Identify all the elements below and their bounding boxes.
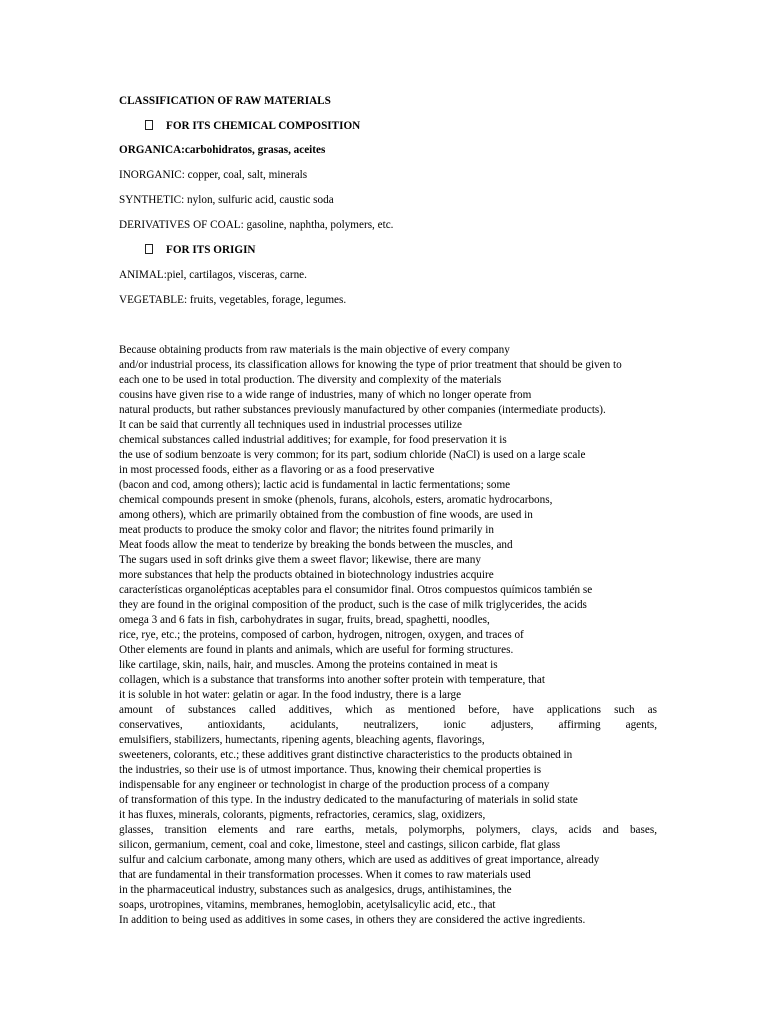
body-line: they are found in the original composition of the product, such is the case of milk triglycerides, the acids bbox=[119, 599, 587, 611]
body-line: glasses, transition elements and rare earths, metals, polymorphs, polymers, clays, acids and bases, bbox=[119, 824, 657, 836]
body-line: that are fundamental in their transformation processes. When it comes to raw materials used bbox=[119, 869, 531, 881]
body-line: collagen, which is a substance that transforms into another softer protein with temperature, that bbox=[119, 674, 545, 686]
body-line: sweeteners, colorants, etc.; these additives grant distinctive characteristics to the products obtained in bbox=[119, 749, 573, 761]
section-heading-label: FOR ITS ORIGIN bbox=[166, 244, 256, 256]
body-line: natural products, but rather substances previously manufactured by other companies (intermediate products). bbox=[119, 404, 606, 416]
body-line: silicon, germanium, cement, coal and coke, limestone, steel and castings, silicon carbide, flat glass bbox=[119, 839, 561, 851]
body-line: Because obtaining products from raw materials is the main objective of every company bbox=[119, 344, 510, 356]
body-line: (bacon and cod, among others); lactic acid is fundamental in lactic fermentations; some bbox=[119, 479, 511, 491]
body-line: amount of substances called additives, which as mentioned before, have applications such as bbox=[119, 704, 657, 716]
section-heading-origin bbox=[145, 244, 256, 257]
body-line: chemical compounds present in smoke (phenols, furans, alcohols, esters, aromatic hydrocarbons, bbox=[119, 494, 553, 506]
body-line: each one to be used in total production. The diversity and complexity of the materials bbox=[119, 374, 502, 386]
body-paragraph bbox=[119, 343, 679, 928]
body-line: It can be said that currently all techniques used in industrial processes utilize bbox=[119, 419, 462, 431]
body-line: sulfur and calcium carbonate, among many others, which are used as additives of great importance, already bbox=[119, 854, 600, 866]
bullet-icon bbox=[145, 244, 153, 254]
body-line: among others), which are primarily obtained from the combustion of fine woods, are used in bbox=[119, 509, 533, 521]
body-line: cousins have given rise to a wide range of industries, many of which no longer operate from bbox=[119, 389, 532, 401]
section-heading-label: FOR ITS CHEMICAL COMPOSITION bbox=[166, 120, 361, 132]
inorganic-line: INORGANIC: copper, coal, salt, minerals bbox=[119, 169, 308, 181]
organica-value: carbohidratos, grasas, aceites bbox=[184, 144, 326, 156]
section-heading-chemical bbox=[145, 120, 360, 133]
body-line: it is soluble in hot water: gelatin or agar. In the food industry, there is a large bbox=[119, 689, 462, 701]
body-line: in most processed foods, either as a flavoring or as a food preservative bbox=[119, 464, 435, 476]
body-line: of transformation of this type. In the industry dedicated to the manufacturing of materials in solid state bbox=[119, 794, 578, 806]
body-line: conservatives, antioxidants, acidulants, neutralizers, ionic adjusters, affirming agents, bbox=[119, 719, 657, 731]
organica-label: ORGANICA: bbox=[119, 144, 185, 156]
body-line: omega 3 and 6 fats in fish, carbohydrates in sugar, fruits, bread, spaghetti, noodles, bbox=[119, 614, 490, 626]
body-line: soaps, urotropines, vitamins, membranes, hemoglobin, acetylsalicylic acid, etc., that bbox=[119, 899, 496, 911]
document-title: CLASSIFICATION OF RAW MATERIALS bbox=[119, 95, 331, 107]
derivatives-line: DERIVATIVES OF COAL: gasoline, naphtha, polymers, etc. bbox=[119, 219, 394, 231]
body-line: chemical substances called industrial additives; for example, for food preservation it is bbox=[119, 434, 507, 446]
body-line: The sugars used in soft drinks give them a sweet flavor; likewise, there are many bbox=[119, 554, 481, 566]
body-line: the use of sodium benzoate is very common; for its part, sodium chloride (NaCl) is used on a large scale bbox=[119, 449, 586, 461]
vegetable-line: VEGETABLE: fruits, vegetables, forage, legumes. bbox=[119, 294, 347, 306]
body-line: like cartilage, skin, nails, hair, and muscles. Among the proteins contained in meat is bbox=[119, 659, 498, 671]
body-line: Meat foods allow the meat to tenderize by breaking the bonds between the muscles, and bbox=[119, 539, 513, 551]
body-line: in the pharmaceutical industry, substances such as analgesics, drugs, antihistamines, the bbox=[119, 884, 512, 896]
body-line: and/or industrial process, its classification allows for knowing the type of prior treatment that should be given to bbox=[119, 359, 622, 371]
body-line: the industries, so their use is of utmost importance. Thus, knowing their chemical properties is bbox=[119, 764, 542, 776]
body-line: indispensable for any engineer or technologist in charge of the production process of a company bbox=[119, 779, 550, 791]
body-line: meat products to produce the smoky color and flavor; the nitrites found primarily in bbox=[119, 524, 494, 536]
organica-line bbox=[119, 144, 325, 157]
body-line: Other elements are found in plants and animals, which are useful for forming structures. bbox=[119, 644, 514, 656]
body-line: it has fluxes, minerals, colorants, pigments, refractories, ceramics, slag, oxidizers, bbox=[119, 809, 486, 821]
bullet-icon bbox=[145, 120, 153, 130]
body-line: emulsifiers, stabilizers, humectants, ripening agents, bleaching agents, flavorings, bbox=[119, 734, 485, 746]
body-line: características organolépticas aceptables para el consumidor final. Otros compuestos químicos también se bbox=[119, 584, 593, 596]
animal-line: ANIMAL:piel, cartilagos, visceras, carne. bbox=[119, 269, 307, 281]
body-line: rice, rye, etc.; the proteins, composed of carbon, hydrogen, nitrogen, oxygen, and traces of bbox=[119, 629, 524, 641]
body-line: more substances that help the products obtained in biotechnology industries acquire bbox=[119, 569, 494, 581]
synthetic-line: SYNTHETIC: nylon, sulfuric acid, caustic soda bbox=[119, 194, 334, 206]
body-line: In addition to being used as additives in some cases, in others they are considered the active ingredients. bbox=[119, 914, 586, 926]
